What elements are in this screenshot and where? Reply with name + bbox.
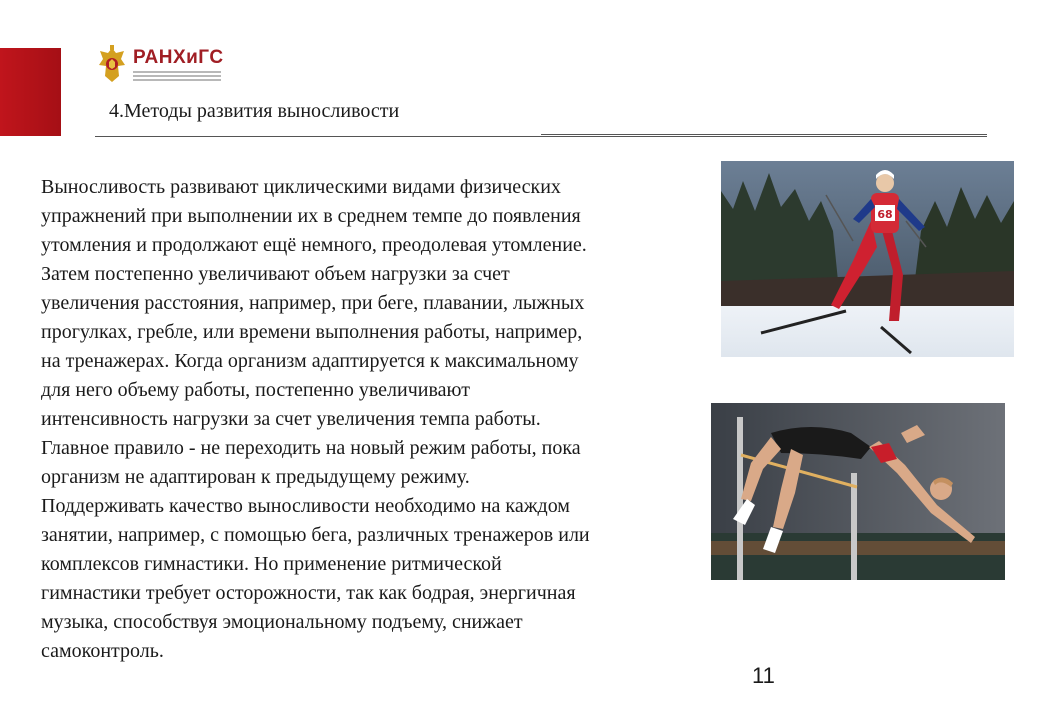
high-jump-photo	[711, 403, 1005, 580]
body-line: Затем постепенно увеличивают объем нагрузки за счет	[41, 263, 510, 285]
logo-subtitle	[133, 69, 221, 81]
bib-number: 68	[877, 208, 893, 221]
body-line: для него объему работы, постепенно увеличивают	[41, 379, 470, 401]
page-number: 11	[752, 663, 775, 688]
body-paragraph	[41, 173, 713, 666]
body-line: на тренажерах. Когда организм адаптируется к максимальному	[41, 350, 579, 372]
body-line: самоконтроль.	[41, 640, 164, 662]
ranepa-logo	[97, 44, 224, 84]
body-line: комплексов гимнастики. Но применение ритмической	[41, 553, 502, 575]
skier-photo	[721, 161, 1014, 357]
body-line: Выносливость развивают циклическими видами физических	[41, 176, 561, 198]
body-line: прогулках, гребле, или времени выполнения работы, например,	[41, 321, 583, 343]
body-line: организм не адаптирован к предыдущему режиму.	[41, 466, 470, 488]
body-line: интенсивность нагрузки за счет увеличения темпа работы.	[41, 408, 541, 430]
eagle-emblem-icon	[97, 44, 127, 84]
body-line: Главное правило - не переходить на новый режим работы, пока	[41, 437, 581, 459]
body-line: занятии, например, с помощью бега, различных тренажеров или	[41, 524, 590, 546]
logo-name: РАНХиГС	[133, 46, 224, 68]
title-divider	[95, 136, 987, 137]
body-line: увеличения расстояния, например, при беге, плавании, лыжных	[41, 292, 585, 314]
accent-bar	[0, 48, 61, 136]
body-line: гимнастики требует осторожности, так как бодрая, энергичная	[41, 582, 576, 604]
body-line: Поддерживать качество выносливости необходимо на каждом	[41, 495, 570, 517]
body-line: утомления и продолжают ещё немного, преодолевая утомление.	[41, 234, 587, 256]
slide-title: 4.Методы развития выносливости	[109, 100, 400, 122]
body-line: упражнений при выполнении их в среднем темпе до появления	[41, 205, 581, 227]
body-line: музыка, способствуя эмоциональному подъему, снижает	[41, 611, 523, 633]
